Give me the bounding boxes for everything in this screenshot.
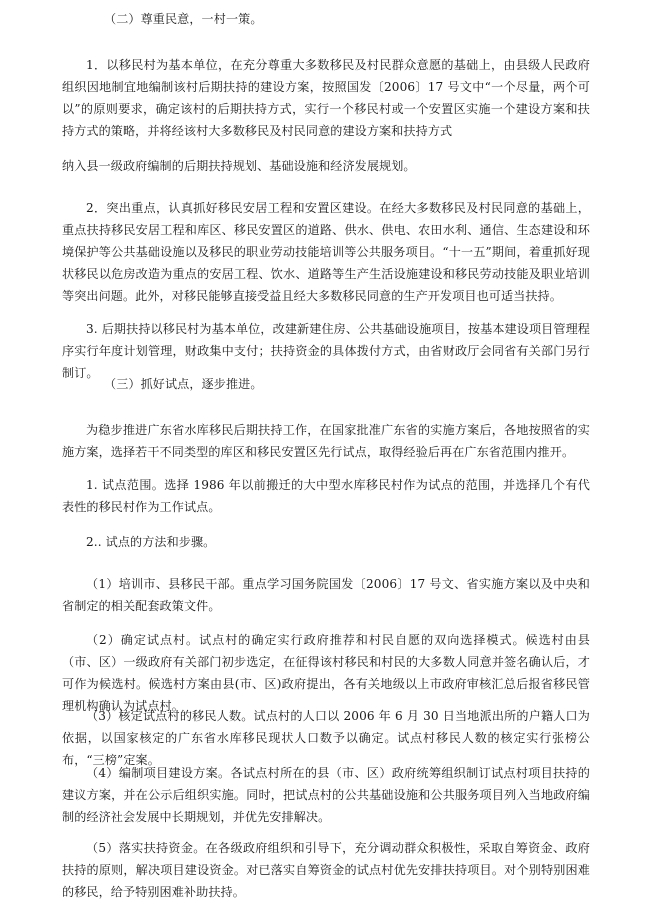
- paragraph-3-2-1: （1）培训市、县移民干部。重点学习国务院国发〔2006〕17 号文、省实施方案以及中央和省制定的相关配套政策文件。: [62, 577, 590, 613]
- paragraph-3-2-3: （3）核定试点村的移民人数。试点村的人口以 2006 年 6 月 30 日当地派出所的户籍人口为依据，以国家核定的广东省水库移民现状人口数予以确定。试点村移民人数的核定实行张榜公布，“三榜”定案。: [62, 709, 590, 767]
- paragraph-3-intro: 为稳步推进广东省水库移民后期扶持工作，在国家批准广东省的实施方案后，各地按照省的实施方案，选择若干不同类型的库区和移民安置区先行试点，取得经验后再在广东省范围内推开。: [62, 423, 590, 459]
- section-heading-3: （三）抓好试点，逐步推进。: [104, 377, 263, 391]
- section-heading-2: （二）尊重民意，一村一策。: [104, 12, 263, 26]
- paragraph-3-2-5: （5）落实扶持资金。在各级政府组织和引导下，充分调动群众积极性，采取自筹资金、政府扶持的原则，解决项目建设资金。对已落实自筹资金的试点村优先安排扶持项目。对个别特别困难的移民，给予特别困难补助扶持。: [62, 841, 590, 899]
- paragraph-3-1: 1. 试点范围。选择 1986 年以前搬迁的大中型水库移民村作为试点的范围，并选择几个有代表性的移民村作为工作试点。: [62, 478, 590, 514]
- paragraph-2-2: 2．突出重点，认真抓好移民安居工程和安置区建设。在经大多数移民及村民同意的基础上，重点扶持移民安居工程和库区、移民安置区的道路、供水、供电、农田水利、通信、生态建设和环境保护等公共基础设施以及移民的职业劳动技能培训等公共服务项目。“十一五”期间，着重抓好现状移民以危房改造为重点的安居工程、饮水、道路等生产生活设施建设和移民劳动技能及职业培训等突出问题。此外，对移民能够直接受益且经大多数移民同意的生产开发项目也可适当扶持。: [62, 201, 590, 303]
- paragraph-3-2-4: （4）编制项目建设方案。各试点村所在的县（市、区）政府统筹组织制订试点村项目扶持的建议方案，并在公示后组织实施。同时，把试点村的公共基础设施和公共服务项目列入当地政府编制的经济社会发展中长期规划，并优先安排解决。: [62, 766, 590, 824]
- paragraph-3-2-2: （2）确定试点村。试点村的确定实行政府推荐和村民自愿的双向选择模式。候选村由县（市、区）一级政府有关部门初步选定，在征得该村移民和村民的大多数人同意并签名确认后，才可作为候选村。候选村方案由县(市、区)政府提出，各有关地级以上市政府审核汇总后报省移民管理机构确认为试点村。: [62, 633, 590, 713]
- paragraph-2-3: 3. 后期扶持以移民村为基本单位，改建新建住房、公共基础设施项目，按基本建设项目管理程序实行年度计划管理，财政集中支付；扶持资金的具体拨付方式，由省财政厅会同省有关部门另行制订。: [62, 322, 590, 380]
- paragraph-3-2: 2.. 试点的方法和步骤。: [86, 535, 216, 549]
- paragraph-2-1-cont: 纳入县一级政府编制的后期扶持规划、基础设施和经济发展规划。: [62, 159, 416, 173]
- paragraph-2-1: 1．以移民村为基本单位，在充分尊重大多数移民及村民群众意愿的基础上，由县级人民政府组织因地制宜地编制该村后期扶持的建设方案，按照国发〔2006〕17 号文中“一个尽量，两个可以”的原则要求，确定该村的后期扶持方式，实行一个移民村或一个安置区实施一个建设方案和扶持方式的策略，并将经该村大多数移民及村民同意的建设方案和扶持方式: [62, 58, 590, 138]
